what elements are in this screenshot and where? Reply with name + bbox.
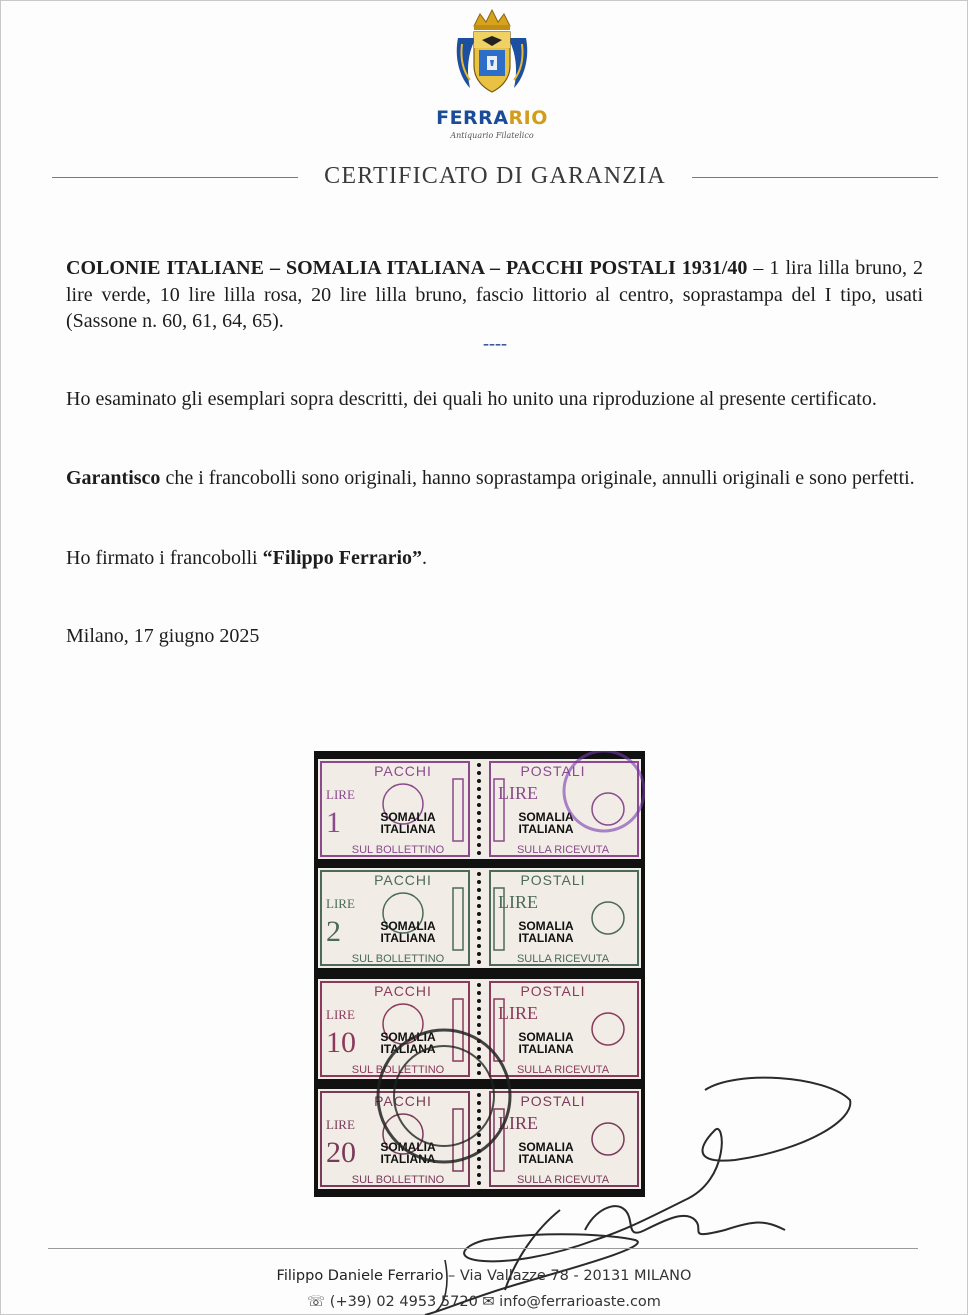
stamp-header-right: POSTALI [520,872,586,888]
guarantee-statement: Garantisco che i francobolli sono originali, hanno soprastampa originale, annulli originali e sono perfetti. [66,467,915,489]
stamp-lire-label: LIRE [326,787,355,802]
brand-tagline: Antiquario Filatelico [450,131,534,140]
overprint-italiana-right: ITALIANA [518,822,574,836]
stamp-value: 2 [326,915,341,948]
stamp-footer-right: SULLA RICEVUTA [516,1174,610,1186]
stamp-header-left: PACCHI [374,1093,432,1109]
overprint-italiana: ITALIANA [380,1042,436,1056]
stamp-value: 1 [326,806,341,839]
ferrario-logo [432,8,552,138]
crest-icon [452,8,532,100]
stamp-value: 20 [326,1136,356,1169]
stamp-footer-left: SUL BOLLETTINO [351,953,445,965]
stamp-lire-label: LIRE [326,896,355,911]
phone-icon: ☏ [307,1294,326,1310]
stamp-lire-label-right: LIRE [498,783,538,803]
examination-statement: Ho esaminato gli esemplari sopra descritti, dei quali ho unito una riproduzione al presente certificato. [66,388,877,410]
stamp-header-right: POSTALI [520,983,586,999]
overprint-italiana-right: ITALIANA [518,931,574,945]
footer-email: info@ferrarioaste.com [499,1294,661,1310]
footer-contact [0,1294,968,1310]
footer-address [0,1268,968,1284]
description-heading: COLONIE ITALIANE – SOMALIA ITALIANA – PACCHI POSTALI 1931/40 [66,257,748,279]
overprint-italiana: ITALIANA [380,822,436,836]
overprint-somalia-right: SOMALIA [518,1030,574,1044]
overprint-italiana-right: ITALIANA [518,1042,574,1056]
overprint-somalia-right: SOMALIA [518,1140,574,1154]
stamp-value: 10 [326,1026,356,1059]
stamp-footer-left: SUL BOLLETTINO [351,1174,445,1186]
stamp-header-right: POSTALI [520,1093,586,1109]
overprint-somalia: SOMALIA [380,919,436,933]
stamp-header-right: POSTALI [520,763,586,779]
overprint-italiana: ITALIANA [380,1152,436,1166]
overprint-italiana: ITALIANA [380,931,436,945]
section-separator: ---- [483,333,507,353]
overprint-somalia: SOMALIA [380,810,436,824]
stamp-lire-label-right: LIRE [498,892,538,912]
stamp-footer-right: SULLA RICEVUTA [516,953,610,965]
stamp-lire-label-right: LIRE [498,1003,538,1023]
stamp-footer-right: SULLA RICEVUTA [516,1064,610,1076]
overprint-somalia-right: SOMALIA [518,810,574,824]
stamp-footer-left: SUL BOLLETTINO [351,844,445,856]
stamp-description [66,255,923,335]
mail-icon: ✉ [482,1294,495,1310]
stamp-header-left: PACCHI [374,763,432,779]
footer-street: – Via Vallazze 78 - 20131 MILANO [443,1268,692,1284]
overprint-somalia: SOMALIA [380,1140,436,1154]
title-rule-left [52,177,298,178]
overprint-italiana-right: ITALIANA [518,1152,574,1166]
place-and-date: Milano, 17 giugno 2025 [66,625,260,647]
certificate-title: CERTIFICATO DI GARANZIA [324,163,666,189]
brand-name: FERRARIO [436,107,548,129]
stamp-footer-right: SULLA RICEVUTA [516,844,610,856]
overprint-somalia-right: SOMALIA [518,919,574,933]
footer-name: Filippo Daniele Ferrario [276,1268,444,1284]
description-details: – 1 lira lilla bruno, 2 lire verde, 10 lire lilla rosa, 20 lire lilla bruno, fascio littorio al centro, soprastampa del I tipo, usati (Sassone n. 60, 61, 64, 65). [66,257,923,332]
overprint-somalia: SOMALIA [380,1030,436,1044]
footer-rule [48,1248,918,1249]
stamp-header-left: PACCHI [374,983,432,999]
stamp-lire-label: LIRE [326,1007,355,1022]
stamp-header-left: PACCHI [374,872,432,888]
stamp-footer-left: SUL BOLLETTINO [351,1064,445,1076]
signed-statement: Ho firmato i francobolli “Filippo Ferrario”. [66,547,428,569]
footer-phone: (+39) 02 4953 5720 [329,1294,478,1310]
stamp-lire-label: LIRE [326,1117,355,1132]
stamp-lire-label-right: LIRE [498,1113,538,1133]
title-rule-right [692,177,938,178]
